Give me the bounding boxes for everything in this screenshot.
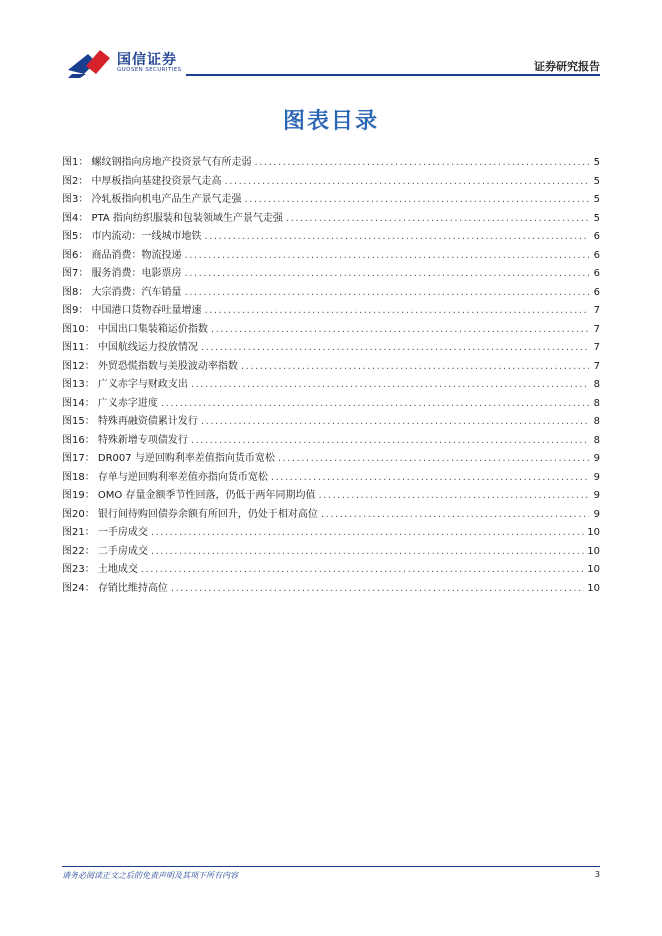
toc-dot-leader [151,543,584,562]
toc-dot-leader [185,265,589,284]
toc-dot-leader [321,506,589,525]
toc-dot-leader [185,247,589,266]
toc-dot-leader [151,524,584,543]
toc-entry[interactable] [62,173,600,192]
toc-entry-page: 6 [593,268,600,279]
toc-dot-leader [286,210,589,229]
toc-entry-page: 5 [593,212,600,224]
toc-entry[interactable] [62,339,600,358]
toc-entry[interactable] [62,469,600,488]
toc-entry-label: 图14： 广义赤字进度 [62,397,158,409]
toc-entry-page: 9 [593,490,600,501]
toc-entry-page: 10 [587,527,600,538]
toc-entry-page: 8 [593,416,600,427]
toc-entry-page: 6 [593,249,600,261]
brand-name-english: GUOSEN SECURITIES [117,67,182,73]
toc-entry-page: 8 [593,397,600,409]
toc-entry[interactable] [62,210,600,229]
toc-entry-label: 图9： 中国港口货物吞吐量增速 [62,305,202,316]
toc-entry-page: 7 [593,323,600,335]
toc-entry-label: 图10： 中国出口集装箱运价指数 [62,323,208,335]
toc-entry[interactable] [62,543,600,562]
report-type-label: 证券研究报告 [534,60,600,73]
toc-entry[interactable] [62,561,600,580]
toc-dot-leader [205,302,589,321]
toc-entry-label: 图12： 外贸恐慌指数与美股波动率指数 [62,360,238,372]
toc-dot-leader [278,450,589,469]
toc-entry-page: 7 [593,342,600,353]
toc-entry[interactable] [62,302,600,321]
toc-entry[interactable] [62,154,600,173]
footer-divider [62,866,600,867]
toc-entry-label: 图7： 服务消费：电影票房 [62,268,182,279]
toc-entry[interactable] [62,487,600,506]
toc-entry-label: 图4： PTA 指向纺织服装和包装领域生产景气走强 [62,212,283,224]
toc-dot-leader [225,173,589,192]
toc-entry-label: 图2： 中厚板指向基建投资景气走高 [62,175,222,187]
table-of-figures [62,154,600,598]
toc-dot-leader [171,580,584,599]
toc-entry[interactable] [62,358,600,377]
toc-entry-label: 图5： 市内流动：一线城市地铁 [62,231,202,242]
toc-entry[interactable] [62,265,600,284]
toc-entry[interactable] [62,524,600,543]
toc-dot-leader [191,432,589,451]
toc-entry[interactable] [62,413,600,432]
toc-dot-leader [245,191,589,210]
toc-dot-leader [191,376,589,395]
toc-entry-page: 8 [593,379,600,390]
toc-dot-leader [205,228,589,247]
toc-dot-leader [141,561,584,580]
toc-dot-leader [201,413,589,432]
toc-dot-leader [211,321,589,340]
toc-entry-label: 图1： 螺纹钢指向房地产投资景气有所走弱 [62,157,252,168]
toc-entry-page: 5 [593,157,600,168]
toc-entry[interactable] [62,376,600,395]
toc-dot-leader [318,487,589,506]
toc-entry-page: 5 [593,175,600,187]
toc-entry-label: 图19： OMO 存量金额季节性回落，仍低于两年同期均值 [62,490,316,501]
guosen-logo-icon [66,46,114,78]
toc-entry-label: 图21： 一手房成交 [62,527,148,538]
toc-entry-page: 9 [593,453,600,464]
brand-name: 国信证券 [117,52,177,68]
toc-entry-label: 图13： 广义赤字与财政支出 [62,379,188,390]
toc-entry-label: 图20： 银行间待购回债券余额有所回升，仍处于相对高位 [62,508,318,520]
toc-entry-label: 图8： 大宗消费：汽车销量 [62,286,182,298]
toc-entry[interactable] [62,247,600,266]
page-header [0,0,662,80]
toc-entry-label: 图17： DR007 与逆回购利率差值指向货币宽松 [62,453,275,464]
toc-entry-label: 图24： 存销比维持高位 [62,582,168,594]
page-title: 图表目录 [282,109,379,134]
toc-entry-label: 图15： 特殊再融资债累计发行 [62,416,198,427]
toc-dot-leader [241,358,589,377]
toc-entry-label: 图6： 商品消费：物流投递 [62,249,182,261]
toc-entry[interactable] [62,580,600,599]
toc-entry-page: 10 [587,545,600,557]
header-divider [186,74,600,76]
footer-disclaimer: 请务必阅读正文之后的免责声明及其项下所有内容 [62,871,238,880]
toc-entry[interactable] [62,321,600,340]
toc-entry-page: 6 [593,231,600,242]
toc-entry-page: 9 [593,508,600,520]
toc-dot-leader [201,339,589,358]
toc-entry-label: 图23： 土地成交 [62,564,138,575]
toc-entry-page: 7 [593,360,600,372]
toc-entry-page: 5 [593,194,600,205]
toc-entry-page: 8 [593,434,600,446]
toc-entry[interactable] [62,432,600,451]
toc-entry-page: 10 [587,582,600,594]
toc-entry-label: 图18： 存单与逆回购利率差值亦指向货币宽松 [62,471,268,483]
toc-entry[interactable] [62,506,600,525]
toc-entry-label: 图16： 特殊新增专项债发行 [62,434,188,446]
toc-entry-page: 6 [593,286,600,298]
toc-entry[interactable] [62,191,600,210]
toc-dot-leader [271,469,589,488]
toc-dot-leader [161,395,589,414]
toc-entry-page: 10 [587,564,600,575]
page-number: 3 [594,870,600,879]
toc-entry[interactable] [62,450,600,469]
toc-entry[interactable] [62,395,600,414]
toc-entry-label: 图22： 二手房成交 [62,545,148,557]
toc-dot-leader [185,284,589,303]
toc-entry[interactable] [62,284,600,303]
toc-entry-label: 图11： 中国航线运力投放情况 [62,342,198,353]
toc-entry-page: 7 [593,305,600,316]
toc-entry[interactable] [62,228,600,247]
toc-entry-page: 9 [593,471,600,483]
toc-dot-leader [255,154,589,173]
toc-entry-label: 图3： 冷轧板指向机电产品生产景气走强 [62,194,242,205]
